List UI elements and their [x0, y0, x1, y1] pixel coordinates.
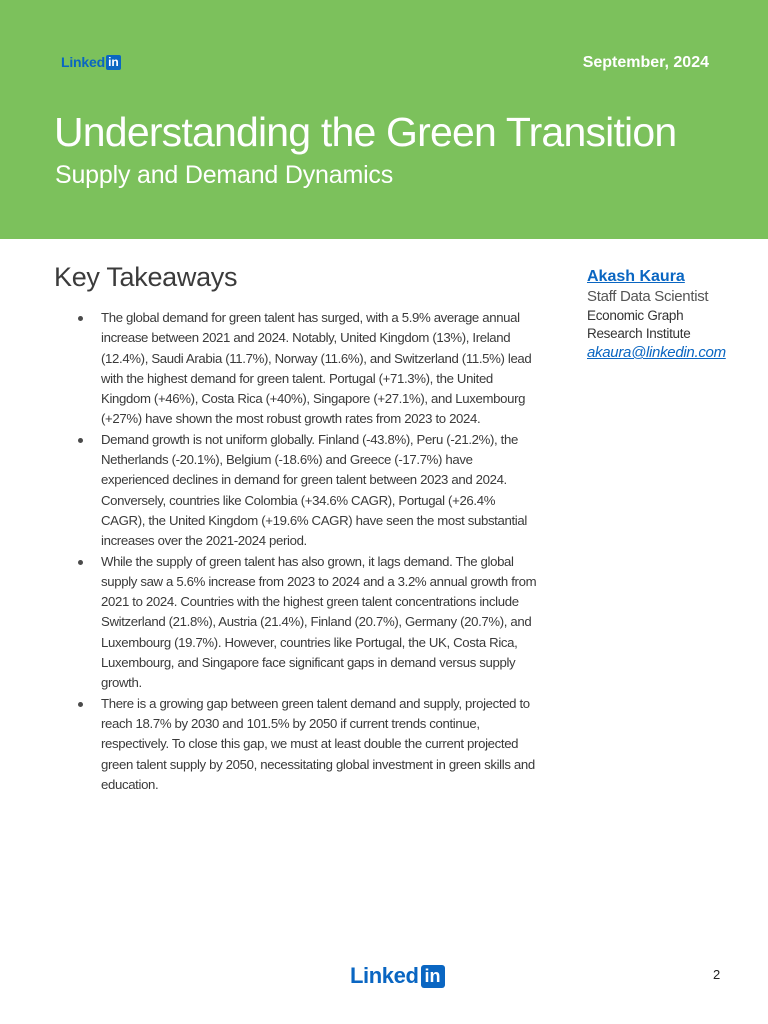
bullet-icon [78, 702, 83, 707]
author-email-link[interactable]: akaura@linkedin.com [587, 344, 726, 361]
takeaway-item [78, 430, 538, 552]
takeaway-text: The global demand for green talent has surged, with a 5.9% average annual increase between 2021 and 2024. Notably, United Kingdom (13%), Ireland (12.4%), Saudi Arabia (11.7%), Norway (11.6%), and Switzerland (11.5%) lead with the highest demand for green talent. Portugal (+71.3%), the United Kingdom (+46%), Costa Rica (+40%), Singapore (+27.1%), and Luxembourg (+27%) have shown the most robust growth rates from 2023 to 2024. [101, 310, 532, 427]
linkedin-logo [61, 53, 121, 71]
page-number: 2 [713, 967, 721, 982]
takeaway-text: There is a growing gap between green talent demand and supply, projected to reach 18.7% by 2030 and 101.5% by 2050 if current trends continue, respectively. To close this gap, we must at least double the current projected green talent supply by 2050, necessitating global investment in green skills and education. [101, 695, 535, 792]
author-block [587, 267, 762, 363]
report-title: Understanding the Green Transition [54, 109, 677, 155]
logo-wordmark: Linked [350, 963, 419, 988]
logo-in-box: in [421, 965, 445, 988]
author-role: Staff Data Scientist [587, 288, 709, 305]
key-takeaways-heading: Key Takeaways [54, 262, 238, 292]
bullet-icon [78, 560, 83, 565]
takeaway-item [78, 694, 538, 795]
header-band [0, 0, 768, 239]
author-org-line1: Economic Graph [587, 308, 684, 323]
report-subtitle: Supply and Demand Dynamics [55, 161, 394, 189]
bullet-icon [78, 438, 83, 443]
author-org-line2: Research Institute [587, 326, 691, 341]
logo-wordmark: Linked [61, 54, 105, 70]
takeaway-text: Demand growth is not uniform globally. Finland (-43.8%), Peru (-21.2%), the Netherlands (-20.1%), Belgium (-18.6%) and Greece (-17.7%) have experienced declines in demand for green talent between 2023 and 2024. Conversely, countries like Colombia (+34.6% CAGR), Portugal (+26.4% CAGR), the United Kingdom (+19.6% CAGR) have seen the most substantial increases over the 2021-2024 period. [101, 431, 527, 549]
logo-in-box: in [106, 55, 121, 70]
author-name-link[interactable]: Akash Kaura [587, 268, 685, 285]
takeaway-item [78, 552, 538, 694]
takeaway-text: While the supply of green talent has also grown, it lags demand. The global supply saw a 5.6% increase from 2023 to 2024 and a 3.2% annual growth from 2021 to 2024. Countries with the highest green talent concentrations include Switzerland (21.8%), Austria (21.4%), Finland (20.7%), Germany (20.7%), and Luxembourg (19.7%). However, countries like Portugal, the UK, Costa Rica, Luxembourg, and Singapore face significant gaps in demand versus supply growth. [101, 553, 537, 691]
footer-linkedin-logo [350, 963, 445, 989]
publication-date: September, 2024 [582, 54, 709, 71]
key-takeaways-list [78, 308, 538, 795]
bullet-icon [78, 316, 83, 321]
takeaway-item [78, 308, 538, 430]
